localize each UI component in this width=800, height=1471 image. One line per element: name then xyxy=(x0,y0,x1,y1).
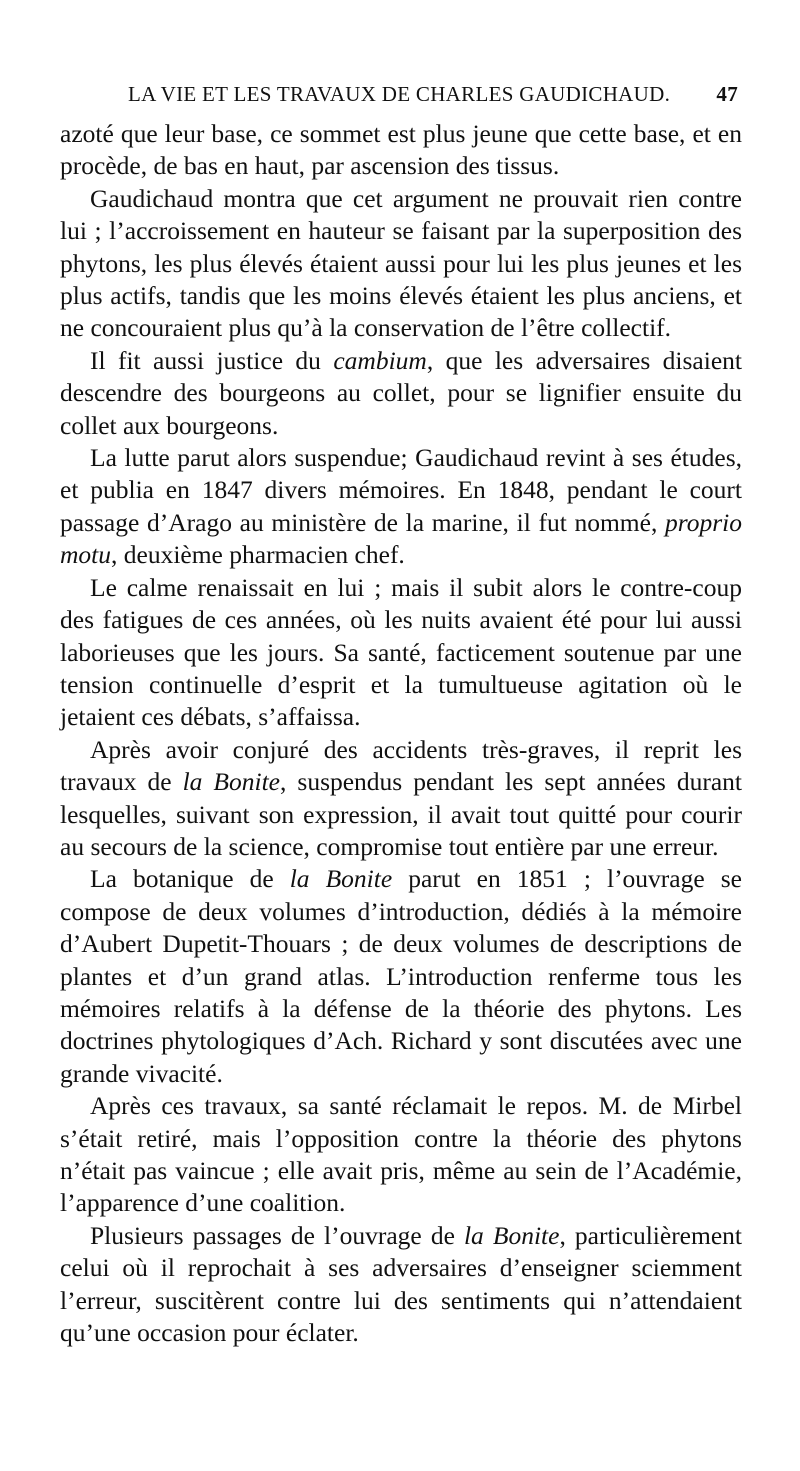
paragraph xyxy=(60,183,742,345)
paragraph xyxy=(60,345,742,442)
text-run: Gaudichaud montra que cet argument ne prouvait rien contre lui ; l’accroissement en hauteur se faisant par la superposition des phytons, les plus élevés étaient aussi pour lui les plus jeunes et les plus actifs, tandis que les moins élevés étaient les plus anciens, et ne concouraient plus qu’à la conservation de l’être collectif. xyxy=(60,183,742,343)
text-run: Après avoir conjuré des accidents très-graves, il reprit les travaux de xyxy=(60,734,742,797)
text-run: La lutte parut alors suspendue; Gaudichaud revint à ses études, et publia en 1847 divers mémoires. En 1848, pendant le court passage d’Arago au ministère de la marine, il fut nommé, xyxy=(60,443,742,537)
italic-text: la Bonite xyxy=(463,1220,560,1250)
text-run: , particulièrement celui où il reprochait à ses adversaires d’enseigner sciemment l’erreur, suscitèrent contre lui des sentiments qui n’attendaient qu’une occasion pour éclater. xyxy=(60,1220,742,1348)
italic-text: cambium xyxy=(333,345,427,375)
paragraph xyxy=(60,118,742,183)
paragraph xyxy=(60,572,742,734)
paragraph xyxy=(60,1220,742,1350)
paragraph xyxy=(60,734,742,864)
running-title: LA VIE ET LES TRAVAUX DE CHARLES GAUDICHAUD. xyxy=(128,82,671,106)
paragraph xyxy=(60,1090,742,1220)
running-head xyxy=(128,82,738,112)
paragraph xyxy=(60,863,742,1090)
italic-text: la Bonite xyxy=(182,767,280,797)
italic-text: la Bonite xyxy=(289,864,393,894)
paragraph xyxy=(60,442,742,572)
text-run: , deuxième pharmacien chef. xyxy=(111,540,405,570)
text-run: azoté que leur base, ce sommet est plus jeune que cette base, et en procède, de bas en haut, par ascension des tissus. xyxy=(60,119,742,181)
text-run: parut en 1851 ; l’ouvrage se compose de deux volumes d’introduction, dédiés à la mémoire d’Aubert Dupetit-Thouars ; de deux volumes de descriptions de plantes et d’un grand atlas. L’introduction renferme tous les mémoires relatifs à la défense de la théorie des phytons. Les doctrines phytologiques d’Ach. Richard y sont discutées avec une grande vivacité. xyxy=(60,864,742,1088)
page-number: 47 xyxy=(716,82,738,106)
body-text xyxy=(60,118,742,1349)
text-run: Le calme renaissait en lui ; mais il subit alors le contre-coup des fatigues de ces années, où les nuits avaient été pour lui aussi laborieuses que les jours. Sa santé, facticement soutenue par une tension continuelle d’esprit et la tumultueuse agitation où le jetaient ces débats, s’affaissa. xyxy=(60,572,742,732)
text-run: Après ces travaux, sa santé réclamait le repos. M. de Mirbel s’était retiré, mais l’opposition contre la théorie des phytons n’était pas vaincue ; elle avait pris, même au sein de l’Académie, l’apparence d’une coalition. xyxy=(60,1091,742,1218)
text-run: , que les adversaires disaient descendre des bourgeons au collet, pour se lignifier ensuite du collet aux bourgeons. xyxy=(60,345,742,440)
text-run: Il fit aussi justice du xyxy=(90,345,334,375)
text-run: Plusieurs passages de l’ouvrage de xyxy=(90,1220,464,1250)
italic-text: proprio motu xyxy=(60,507,742,570)
text-run: , suspendus pendant les sept années durant lesquelles, suivant son expression, il avait tout quitté pour courir au secours de la science, compromise tout entière par une erreur. xyxy=(60,767,742,861)
text-run: La botanique de xyxy=(90,864,290,894)
